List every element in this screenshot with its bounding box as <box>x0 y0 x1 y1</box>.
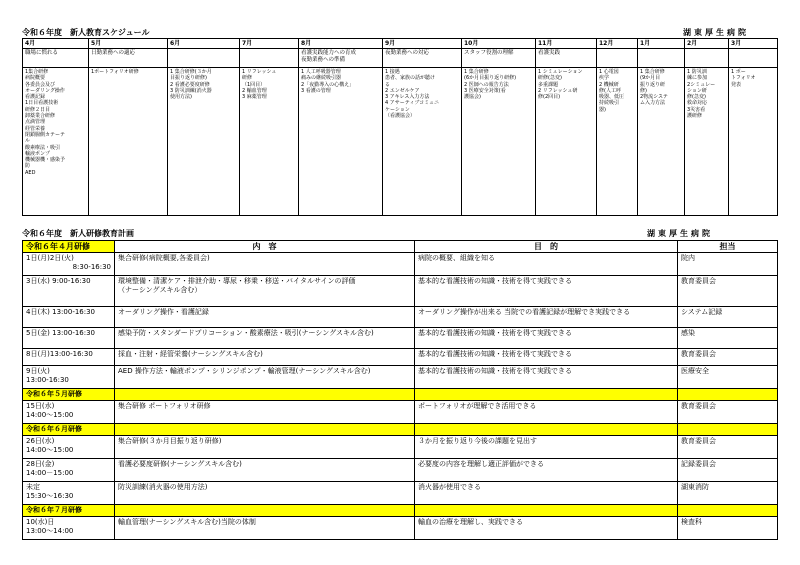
plan-title: 令和６年度 新人研修教育計画 <box>22 229 134 238</box>
date-text: 26日(水) <box>26 437 55 445</box>
date-text: 15日(水) <box>26 402 55 410</box>
content-header: 内 容 <box>115 241 415 253</box>
owner-cell: 記録委員会 <box>678 459 778 482</box>
month-cell: 8月 <box>299 39 383 49</box>
content-cell: 1 シミュレーション 研修(急変) 多重課題 2 リフレッシュ研 修(2回目) <box>536 68 597 216</box>
table-row <box>23 253 778 276</box>
time-text: 14:00～15:00 <box>26 446 74 454</box>
month-label: 令和６年７月研修 <box>23 505 115 517</box>
schedule-hospital-name: 湖東厚生病院 <box>683 28 749 37</box>
table-row <box>23 366 778 389</box>
content-cell: 1 心電図 疾学 2 機械研 修(人工呼 吸器、低圧 持続吸引 器) <box>597 68 638 216</box>
owner-cell: 湖東消防 <box>678 482 778 505</box>
content-cell: 集合研修(病院概要,各委員会) <box>115 253 415 276</box>
time-text: 14:00～15:00 <box>26 411 74 419</box>
month-cell: 9月 <box>383 39 462 49</box>
plan-header-row <box>23 241 778 253</box>
goal-cell: オーダリング操作が出来る 当院での看護記録が理解でき実践できる <box>415 307 678 328</box>
goal-cell: 必要度の内容を理解し適正評価ができる <box>415 459 678 482</box>
content-cell: 感染予防・スタンダードプリコーション・酸素療法・吸引(ナーシングスキル含む) <box>115 328 415 349</box>
date-text: 9日(火) <box>26 367 50 375</box>
owner-cell: 感染 <box>678 328 778 349</box>
month-divider-row <box>23 389 778 401</box>
theme-cell: 職場に慣れる <box>23 49 89 68</box>
table-row <box>23 401 778 424</box>
time-text: 13:00-16:30 <box>26 376 69 384</box>
schedule-month-row <box>23 39 778 49</box>
date-cell <box>23 366 115 389</box>
plan-table <box>22 240 778 540</box>
content-cell: 集合研修 ポートフォリオ研修 <box>115 401 415 424</box>
goal-cell: 輸血の治療を理解し、実践できる <box>415 517 678 540</box>
content-cell: 環境整備・清潔ケア・排泄介助・導尿・移乗・移送・バイタルサインの評価 （ナーシングスキル含む） <box>115 276 415 307</box>
content-cell: 1集合研修 病院概要 各委員会及び オーダリング操作 看護記録 1日目看護技術 研修２日目 卸薬業合研修 点滴管理 経管栄養 閉鎖腸側カテーテ ル 酸素療法・吸引 輸液ポンプ 機械器機・感染予 防 AED <box>23 68 89 216</box>
theme-cell <box>240 49 299 68</box>
time-text: 8:30-16:30 <box>72 263 111 271</box>
goal-cell: 基本的な看護技術の知識・技術を得て実践できる <box>415 349 678 366</box>
month-label: 令和６年５月研修 <box>23 389 115 401</box>
goal-cell: ポートフォリオが理解でき活用できる <box>415 401 678 424</box>
month-divider-row <box>23 505 778 517</box>
date-cell <box>23 436 115 459</box>
content-cell: 看護必要度研修(ナーシングスキル含む) <box>115 459 415 482</box>
content-cell: 防災訓練(消火器の使用方法) <box>115 482 415 505</box>
owner-cell: 医療安全 <box>678 366 778 389</box>
goal-cell: 基本的な看護技術の知識・技術を得て実践できる <box>415 276 678 307</box>
date-text: 未定 <box>26 483 40 491</box>
content-cell: 1 集合研修(３か月 目振り返り研修) 2 看護必要度研修 3 防災訓練(消火器 使用方法) <box>168 68 240 216</box>
table-row <box>23 349 778 366</box>
date-cell <box>23 253 115 276</box>
month-april-header: 令和６年４月研修 <box>23 241 115 253</box>
theme-cell: 看護実践能力への育成 夜勤業務への準備 <box>299 49 383 68</box>
content-cell: AED 操作方法・輸液ポンプ・シリンジポンプ・輸液管理(ナーシングスキル含む) <box>115 366 415 389</box>
goal-cell: 基本的な看護技術の知識・技術を得て実践できる <box>415 366 678 389</box>
owner-cell: 検査科 <box>678 517 778 540</box>
date-cell: 3日(水) 9:00-16:30 <box>23 276 115 307</box>
month-cell: 1月 <box>638 39 685 49</box>
theme-cell <box>638 49 685 68</box>
month-label: 令和６年６月研修 <box>23 424 115 436</box>
table-row <box>23 482 778 505</box>
theme-cell: スタッフ役割の理解 <box>462 49 536 68</box>
content-cell: 1ポートフォリオ研修 <box>89 68 168 216</box>
goal-cell: 基本的な看護技術の知識・技術を得て実践できる <box>415 328 678 349</box>
schedule-content-row <box>23 68 778 216</box>
content-cell: 採血・注射・経管栄養(ナーシングスキル含む) <box>115 349 415 366</box>
month-cell: 12月 <box>597 39 638 49</box>
theme-cell <box>729 49 778 68</box>
date-cell <box>23 401 115 424</box>
content-cell: 1 人工呼吸器管理 痛みの継続吸引器 2「夜勤導入の心構え」 3 看護の管理 <box>299 68 383 216</box>
theme-cell: 日勤業務への適応 <box>89 49 168 68</box>
goal-cell: 消火器が使用できる <box>415 482 678 505</box>
content-cell: 1 ポー トフォリオ 発表 <box>729 68 778 216</box>
date-text: 1日(月)2日(火) <box>26 254 74 262</box>
month-cell: 2月 <box>685 39 729 49</box>
date-cell: 5日(金) 13:00-16:30 <box>23 328 115 349</box>
date-text: 10(水)日 <box>26 518 55 526</box>
month-cell: 11月 <box>536 39 597 49</box>
owner-cell: 教育委員会 <box>678 349 778 366</box>
owner-header: 担当 <box>678 241 778 253</box>
theme-cell <box>597 49 638 68</box>
month-cell: 5月 <box>89 39 168 49</box>
content-cell: 1 リフレッシュ 研修 （1回目） 2 輸血管理 3 麻薬管理 <box>240 68 299 216</box>
table-row <box>23 517 778 540</box>
date-cell <box>23 459 115 482</box>
table-row <box>23 436 778 459</box>
theme-cell: 夜勤業務への対応 <box>383 49 462 68</box>
schedule-table <box>22 38 778 216</box>
month-divider-row <box>23 424 778 436</box>
content-cell: 1 集合研修 (9か月目 振り返り研 修) 2物流システ ム入力方法 <box>638 68 685 216</box>
month-cell: 10月 <box>462 39 536 49</box>
goal-cell: 病院の概要、組織を知る <box>415 253 678 276</box>
theme-cell <box>168 49 240 68</box>
theme-cell <box>685 49 729 68</box>
month-cell: 6月 <box>168 39 240 49</box>
plan-hospital-name: 湖東厚生病院 <box>647 229 713 238</box>
time-text: 14:00－15:00 <box>26 469 74 477</box>
content-cell: 集合研修(３か月目振り返り研修) <box>115 436 415 459</box>
goal-header: 目 的 <box>415 241 678 253</box>
date-cell: 8日(月)13:00-16:30 <box>23 349 115 366</box>
table-row <box>23 276 778 307</box>
content-cell: 1 接遇 患者、家族の話が聴け る 2 エンゼルケア 3 アキレス入力方法 4 アサーティブコミュニ ケーション （看護協会） <box>383 68 462 216</box>
content-cell: オーダリング操作・看護記録 <box>115 307 415 328</box>
theme-cell: 看護実践 <box>536 49 597 68</box>
owner-cell: 教育委員会 <box>678 436 778 459</box>
month-cell: 7月 <box>240 39 299 49</box>
owner-cell: 院内 <box>678 253 778 276</box>
date-text: 28日(金) <box>26 460 55 468</box>
owner-cell: システム記録 <box>678 307 778 328</box>
owner-cell: 教育委員会 <box>678 401 778 424</box>
time-text: 13:00～14:00 <box>26 527 74 535</box>
date-cell: 4日(木) 13:00-16:30 <box>23 307 115 328</box>
goal-cell: ３か月を振り返り今後の課題を見出す <box>415 436 678 459</box>
owner-cell: 教育委員会 <box>678 276 778 307</box>
month-cell: 3月 <box>729 39 778 49</box>
date-cell <box>23 482 115 505</box>
schedule-title: 令和６年度 新人教育スケジュール <box>22 28 150 37</box>
table-row <box>23 459 778 482</box>
content-cell: 1 集合研修 (6か月目振り返り研修) 2 医師への報告方法 3 医療安全対策(看 護協会) <box>462 68 536 216</box>
content-cell: 輸血管理(ナーシングスキル含む)当院の体制 <box>115 517 415 540</box>
date-cell <box>23 517 115 540</box>
month-cell: 4月 <box>23 39 89 49</box>
time-text: 15:30～16:30 <box>26 492 74 500</box>
table-row <box>23 307 778 328</box>
content-cell: 1 防災訓 練に参加 2シミュレー ション研 修(急変) 救命対応 3災害看 護研修 <box>685 68 729 216</box>
schedule-theme-row <box>23 49 778 68</box>
table-row <box>23 328 778 349</box>
